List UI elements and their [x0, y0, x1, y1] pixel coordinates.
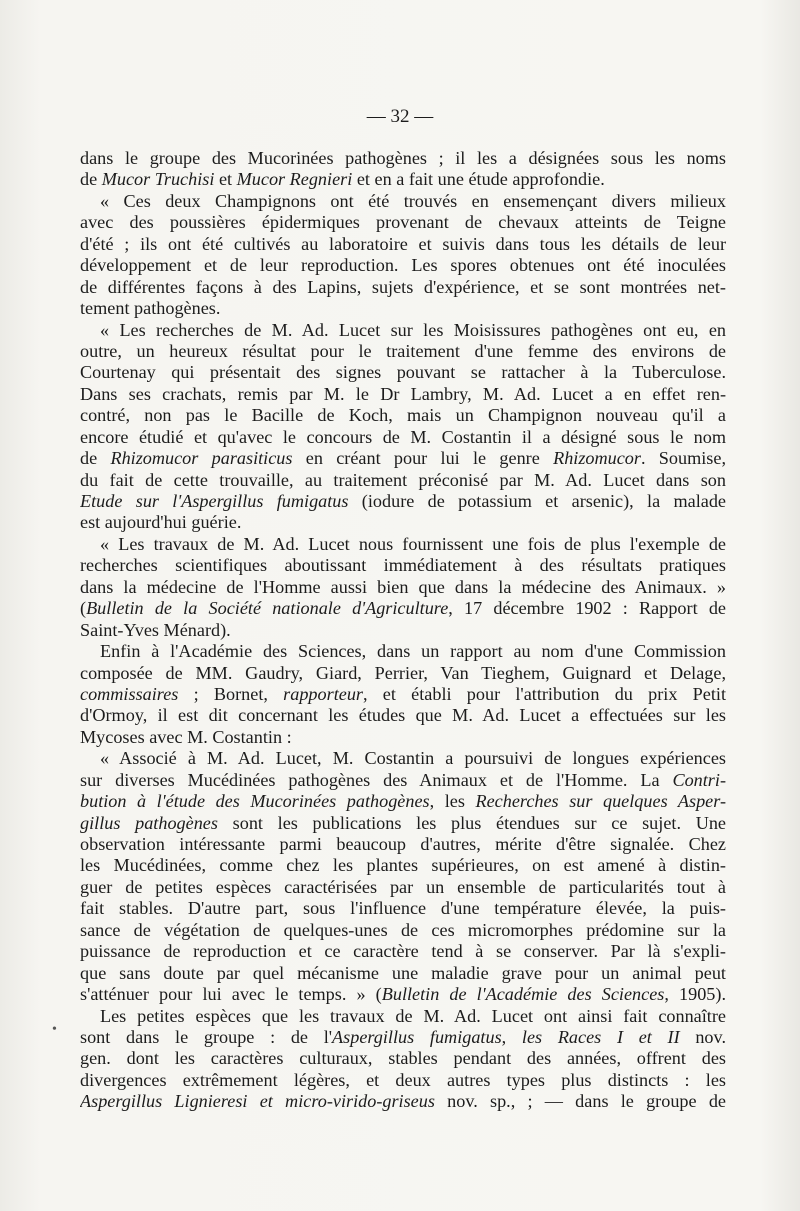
text-segment: sance de végétation de quelques-unes de ces micromorphes prédomine sur la [80, 919, 726, 940]
italic-text: rapporteur [283, 683, 363, 704]
italic-text: Aspergillus Lignieresi et micro-virido-griseus [80, 1091, 435, 1112]
text-line [80, 898, 726, 919]
italic-text: commissaires [80, 683, 179, 704]
text-segment: de [80, 448, 111, 469]
text-line [80, 1006, 726, 1027]
text-segment: et en a fait une étude approfondie. [352, 169, 605, 190]
text-segment: outre, un heureux résultat pour le traitement d'une femme des environs de [80, 340, 726, 361]
text-segment: Dans ses crachats, remis par M. le Dr Lambry, M. Ad. Lucet a en effet ren- [80, 383, 726, 404]
text-segment: que sans doute par quel mécanisme une maladie grave pour un animal peut [80, 962, 726, 983]
text-segment: d'Ormoy, il est dit concernant les études que M. Ad. Lucet a effectuées sur les [80, 705, 726, 726]
text-segment: . Soumise, [640, 448, 726, 469]
text-line [80, 255, 726, 276]
text-line [80, 813, 726, 834]
text-segment: , [501, 1026, 522, 1047]
text-segment: « Associé à M. Ad. Lucet, M. Costantin a poursuivi de longues expériences [100, 748, 726, 769]
text-segment: Saint-Yves Ménard). [80, 619, 231, 640]
text-segment: sont dans le groupe : de l' [80, 1026, 333, 1047]
text-line [80, 191, 726, 212]
text-line [80, 920, 726, 941]
italic-text: Bulletin de l'Académie des Sciences [381, 984, 665, 1005]
text-segment: « Les recherches de M. Ad. Lucet sur les Moisissures pathogènes ont eu, en [100, 319, 726, 340]
text-line [80, 277, 726, 298]
text-line [80, 663, 726, 684]
text-line [80, 791, 726, 812]
text-line [80, 555, 726, 576]
text-segment: « Les travaux de M. Ad. Lucet nous fournissent une fois de plus l'exemple de [100, 533, 726, 554]
text-line [80, 963, 726, 984]
text-segment: dans le groupe des Mucorinées pathogènes ; il les a désignées sous les noms [80, 148, 726, 168]
text-segment: ; Bornet, [178, 683, 284, 704]
text-segment: nov. sp., ; — dans le groupe de [434, 1091, 726, 1112]
text-line [80, 1070, 726, 1091]
page-number: — 32 — [366, 106, 434, 127]
text-line [80, 1027, 726, 1048]
margin-mark: • [52, 1022, 57, 1037]
text-line [80, 877, 726, 898]
text-line [80, 448, 726, 469]
text-segment: Les petites espèces que les travaux de M. Ad. Lucet ont ainsi fait connaître [100, 1005, 726, 1026]
italic-text: Recherches sur quelques Asper- [475, 791, 726, 812]
text-segment: composée de MM. Gaudry, Giard, Perrier, Van Tieghem, Guignard et Delage, [80, 662, 726, 683]
italic-text: Contri- [672, 769, 726, 790]
text-line [80, 641, 726, 662]
italic-text: Etude sur l'Aspergillus fumigatus [80, 491, 349, 511]
text-segment: gen. dont les caractères culturaux, stables pendant des années, offrent des [80, 1048, 726, 1069]
text-segment: ( [80, 598, 87, 619]
text-segment: encore étudié et qu'avec le concours de M. Costantin il a désigné sous le nom [80, 426, 726, 447]
text-line [80, 341, 726, 362]
text-line [80, 855, 726, 876]
italic-text: Mucor Regnieri [236, 169, 353, 190]
text-segment: avec des poussières épidermiques provenant de chevaux atteints de Teigne [80, 212, 726, 233]
text-segment: de différentes façons à des Lapins, sujets d'expérience, et se sont montrées net- [80, 276, 726, 297]
text-line [80, 748, 726, 769]
text-line [80, 705, 726, 726]
text-line [80, 427, 726, 448]
text-line [80, 384, 726, 405]
text-line [80, 212, 726, 233]
text-line [80, 941, 726, 962]
text-line [80, 577, 726, 598]
text-line [80, 362, 726, 383]
text-segment: les Mucédinées, comme chez les plantes supérieures, on est amené à distin- [80, 855, 726, 876]
text-segment: « Ces deux Champignons ont été trouvés en ensemençant divers milieux [100, 190, 726, 211]
text-segment: dans la médecine de l'Homme aussi bien que dans la médecine des Animaux. » [80, 576, 726, 597]
text-segment: Enfin à l'Académie des Sciences, dans un rapport au nom d'une Commission [100, 641, 726, 662]
text-segment: de [80, 169, 102, 190]
text-line [80, 1048, 726, 1069]
text-line [80, 1091, 726, 1112]
text-segment: développement et de leur reproduction. Les spores obtenues ont été inoculées [80, 255, 726, 276]
italic-text: Rhizomucor [553, 448, 641, 469]
text-segment: fait stables. D'autre part, sous l'influence d'une température élevée, la puis- [80, 898, 726, 919]
text-segment: s'atténuer pour lui avec le temps. » ( [80, 984, 382, 1005]
text-segment: Courtenay qui présentait des signes pouvant se rattacher à la Tuberculose. [80, 362, 726, 383]
italic-text: gillus pathogènes [80, 812, 218, 833]
italic-text: les Races I et II [521, 1026, 680, 1047]
text-segment: et [214, 169, 237, 190]
text-segment: contré, non pas le Bacille de Koch, mais un Champignon nouveau qu'il a [80, 405, 726, 426]
text-line [80, 234, 726, 255]
text-line [80, 620, 726, 641]
text-segment: en créant pour lui le genre [292, 448, 554, 469]
text-segment: observation intéressante parmi beaucoup d'autres, mérite d'être signalée. Chez [80, 834, 726, 854]
text-segment: puissance de reproduction et ce caractère tend à se conserver. Par là s'expli- [80, 941, 726, 962]
text-line [80, 727, 726, 748]
body-text [80, 148, 726, 1113]
text-line [80, 169, 726, 190]
text-line [80, 684, 726, 705]
italic-text: Bulletin de la Société nationale d'Agriculture [86, 598, 449, 619]
text-segment: , 17 décembre 1902 : Rapport de [448, 598, 726, 619]
text-line [80, 320, 726, 341]
text-line [80, 298, 726, 319]
text-segment: (iodure de potassium et arsenic), la malade [348, 491, 726, 511]
text-segment: , et établi pour l'attribution du prix Petit [363, 683, 726, 704]
italic-text: Mucor Truchisi [101, 169, 215, 190]
text-segment: guer de petites espèces caractérisées par un ensemble de particularités tout à [80, 876, 726, 897]
text-segment: nov. [679, 1026, 726, 1047]
text-segment: sur diverses Mucédinées pathogènes des Animaux et de l'Homme. La [80, 769, 673, 790]
text-segment: tement pathogènes. [80, 298, 221, 319]
text-segment: recherches scientifiques aboutissant immédiatement à des résultats pratiques [80, 555, 726, 576]
text-line [80, 598, 726, 619]
text-line [80, 984, 726, 1005]
text-segment: , les [429, 791, 476, 812]
text-line [80, 491, 726, 512]
italic-text: Aspergillus fumigatus [332, 1026, 502, 1047]
text-segment: est aujourd'hui guérie. [80, 512, 242, 533]
text-segment: divergences extrêmement légères, et deux autres types plus distincts : les [80, 1069, 726, 1090]
text-line [80, 405, 726, 426]
text-segment: sont les publications les plus étendues sur ce sujet. Une [217, 812, 726, 833]
text-line [80, 148, 726, 169]
text-line [80, 512, 726, 533]
text-line [80, 534, 726, 555]
text-line [80, 470, 726, 491]
italic-text: Rhizomucor parasiticus [110, 448, 293, 469]
italic-text: bution à l'étude des Mucorinées pathogènes [80, 791, 430, 812]
text-line [80, 770, 726, 791]
text-segment: d'été ; ils ont été cultivés au laboratoire et suivis dans tous les détails de leur [80, 233, 726, 254]
text-line [80, 834, 726, 855]
text-segment: du fait de cette trouvaille, au traitement préconisé par M. Ad. Lucet dans son [80, 469, 726, 490]
text-segment: , 1905). [664, 984, 726, 1005]
text-segment: Mycoses avec M. Costantin : [80, 726, 292, 747]
